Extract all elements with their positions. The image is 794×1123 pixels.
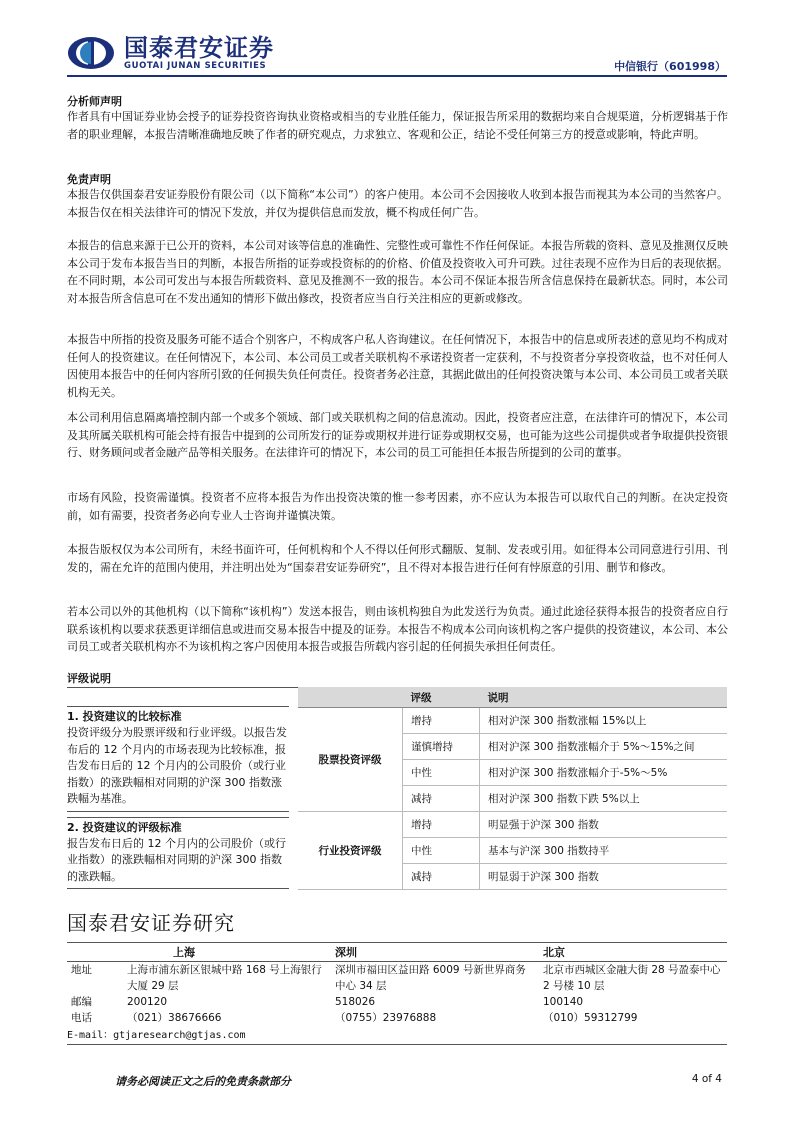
disclaimer-paragraph: 本报告中所指的投资及服务可能不适合个别客户，不构成客户私人咨询建议。在任何情况下，本报告中的信息或所表述的意见均不构成对任何人的投资建议。在任何情况下，本公司、本公司员工或者关联机构不承诺投资者一定获利，不与投资者分享投资收益，也不对任何人因使用本报告中的任何内容所引致的任何损失负任何责任。投资者务必注意，其据此做出的任何投资决策与本公司、本公司员工或者关联机构无关。 [67,333,728,399]
rating-section-title: 评级说明 [67,672,111,685]
contact-label: 地址 [71,964,92,976]
rating-level: 减持 [403,864,480,890]
contact-value: （0755）23976888 [335,1012,437,1024]
rating-standard-text: 报告发布日后的 12 个月内的公司股价（或行业指数）的涨跌幅相对同期的沪深 300 指数的涨跌幅。 [67,836,286,883]
company-name-en: GUOTAI JUNAN SECURITIES [124,61,267,71]
contact-divider [67,1044,727,1045]
rating-level: 谨慎增持 [403,734,480,760]
contact-value: （021）38676666 [127,1012,222,1024]
rating-standard-comparison [67,706,289,812]
rating-level: 中性 [403,760,480,786]
rating-level: 减持 [403,786,480,812]
city-shenzhen: 深圳 [331,943,539,962]
analyst-statement-text: 作者具有中国证券业协会授予的证券投资咨询执业资格或相当的专业胜任能力，保证报告所采用的数据均来自合规渠道，分析逻辑基于作者的职业理解，本报告清晰准确地反映了作者的研究观点，力求独立、客观和公正，结论不受任何第三方的授意或影响，特此声明。 [67,110,728,141]
contact-table [67,942,727,1026]
contact-value: （010）59312799 [543,1012,638,1024]
page-number: 4 of 4 [691,1073,722,1085]
rating-desc: 明显强于沪深 300 指数 [480,812,728,838]
contact-value: 100140 [543,996,584,1008]
rating-standard-heading: 1. 投资建议的比较标准 [67,710,182,723]
research-title: 国泰君安证券研究 [67,911,235,935]
rating-desc: 基本与沪深 300 指数持平 [480,838,728,864]
rating-col-desc: 说明 [480,687,728,708]
disclaimer-paragraph: 市场有风险，投资需谨慎。投资者不应将本报告为作出投资决策的惟一参考因素，亦不应认为本报告可以取代自己的判断。在决定投资前，如有需要，投资者务必向专业人士咨询并谨慎决策。 [67,491,728,522]
rating-desc: 相对沪深 300 指数涨幅介于-5%～5% [480,760,728,786]
rating-desc: 相对沪深 300 指数涨幅介于 5%～15%之间 [480,734,728,760]
rating-group-name: 行业投资评级 [298,812,403,890]
rating-standards [67,706,289,894]
table-row [298,708,727,734]
table-row [67,1010,727,1026]
rating-standard-heading: 2. 投资建议的评级标准 [67,820,182,834]
company-name-cn: 国泰君安证券 [124,34,274,62]
disclaimer-paragraph: 本报告版权仅为本公司所有，未经书面许可，任何机构和个人不得以任何形式翻版、复制、发表或引用。如征得本公司同意进行引用、刊发的，需在允许的范围内使用，并注明出处为“国泰君安证券研究”，且不得对本报告进行任何有悖原意的引用、删节和修改。 [67,543,728,574]
disclaimer-title: 免责声明 [67,173,111,186]
table-row [298,812,727,838]
header-divider [67,75,727,77]
disclaimer-paragraph: 本报告仅供国泰君安证券股份有限公司（以下简称“本公司”）的客户使用。本公司不会因接收人收到本报告而视其为本公司的当然客户。本报告仅在相关法律许可的情况下发放，并仅为提供信息而发放，概不构成任何广告。 [67,188,728,219]
contact-value: 518026 [335,996,376,1008]
contact-value: 上海市浦东新区银城中路 168 号上海银行大厦 29 层 [127,964,322,992]
rating-level: 增持 [403,708,480,734]
disclaimer-paragraph: 本公司利用信息隔离墙控制内部一个或多个领域、部门或关联机构之间的信息流动。因此，投资者应注意，在法律许可的情况下，本公司及其所属关联机构可能会持有报告中提到的公司所发行的证券或期权并进行证券或期权交易，也可能为这些公司提供或者争取提供投资银行、财务顾问或者金融产品等相关服务。在法律许可的情况下，本公司的员工可能担任本报告所提到的公司的董事。 [67,411,728,459]
guotai-junan-logo-icon [67,36,115,70]
footer-notice: 请务必阅读正文之后的免责条款部分 [115,1075,291,1088]
rating-group-name: 股票投资评级 [298,708,403,812]
contact-value: 北京市西城区金融大街 28 号盈泰中心 2 号楼 10 层 [543,964,721,992]
disclaimer-paragraph: 本报告的信息来源于已公开的资料，本公司对该等信息的准确性、完整性或可靠性不作任何保证。本报告所载的资料、意见及推测仅反映本公司于发布本报告当日的判断，本报告所指的证券或投资标的的价格、价值及投资收入可升可跌。过往表现不应作为日后的表现依据。在不同时期，本公司可发出与本报告所载资料、意见及推测不一致的报告。本公司不保证本报告所含信息保持在最新状态。同时，本公司对本报告所含信息可在不发出通知的情形下做出修改，投资者应当自行关注相应的更新或修改。 [67,239,728,305]
rating-desc: 相对沪深 300 指数下跌 5%以上 [480,786,728,812]
rating-desc: 相对沪深 300 指数涨幅 15%以上 [480,708,728,734]
rating-table-corner [298,687,403,708]
contact-label: 电话 [71,1012,92,1024]
table-row [67,962,727,995]
contact-label: 邮编 [71,996,92,1008]
research-email[interactable]: E-mail：gtjaresearch@gtjas.com [67,1030,246,1041]
rating-level: 中性 [403,838,480,864]
analyst-statement-title: 分析师声明 [67,95,122,108]
table-row [67,994,727,1010]
city-beijing: 北京 [539,943,727,962]
city-shanghai: 上海 [123,943,331,962]
contact-value: 200120 [127,996,168,1008]
disclaimer-paragraph: 若本公司以外的其他机构（以下简称“该机构”）发送本报告，则由该机构独自为此发送行为负责。通过此途径获得本报告的投资者应自行联系该机构以要求获悉更详细信息或进而交易本报告中提及的证券。本报告不构成本公司向该机构之客户提供的投资建议，本公司、本公司员工或者关联机构亦不为该机构之客户因使用本报告或报告所载内容引起的任何损失承担任何责任。 [67,605,728,653]
stock-label: 中信银行（601998） [614,60,726,73]
rating-desc: 明显弱于沪深 300 指数 [480,864,728,890]
rating-table [298,687,727,890]
rating-col-level: 评级 [403,687,480,708]
contact-value: 深圳市福田区益田路 6009 号新世界商务中心 34 层 [335,964,526,992]
contact-table-corner [67,943,123,962]
rating-standard-text: 投资评级分为股票评级和行业评级。以报告发布后的 12 个月内的市场表现为比较标准，报告发布日后的 12 个月内的公司股价（或行业指数）的涨跌幅相对同期的沪深 300 指数涨跌幅为基准。 [67,726,287,805]
rating-standard-criteria [67,817,289,890]
rating-level: 增持 [403,812,480,838]
